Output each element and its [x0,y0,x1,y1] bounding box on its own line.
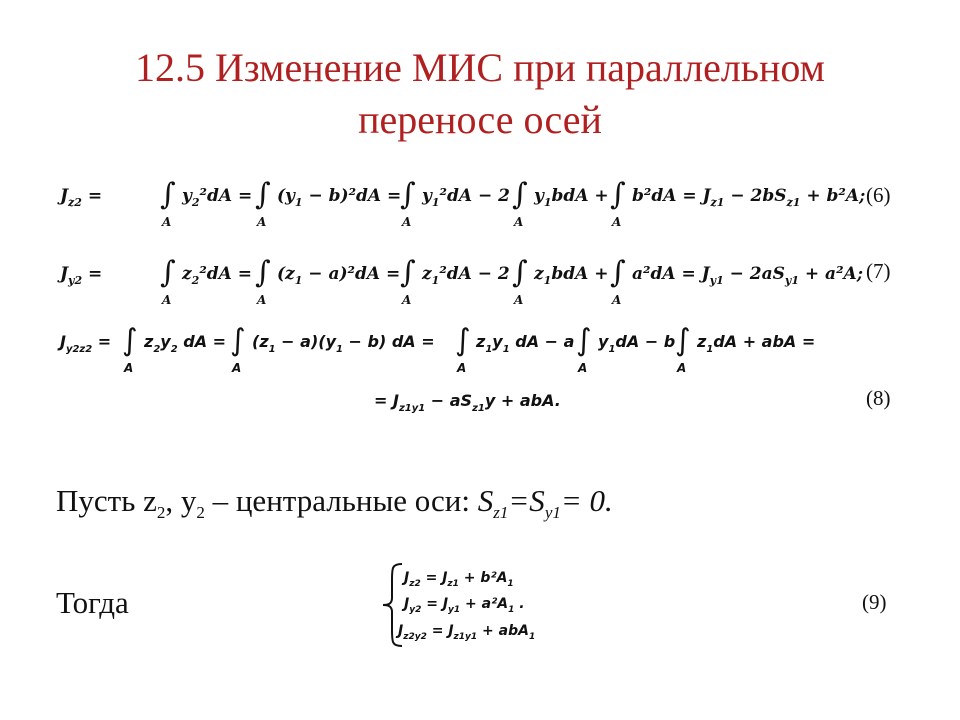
svg-text:∫: ∫ [455,323,471,358]
title-line-2: переносе осей [358,97,602,142]
svg-text:z1²dA − 2: $z_1^2dA - 2$ [422,264,510,287]
svg-text:∫: ∫ [512,177,528,212]
svg-text:A: A [612,215,622,229]
svg-text:y1bdA +: $y_1bdA$ + [534,186,609,209]
svg-text:A: A [162,215,172,229]
svg-text:z2y2 dA =: $z_2y_2$ dA = [144,332,227,355]
svg-text:Jy2z2 =: $J_{y2z2}$ = [60,332,112,355]
statement-y-sub: 2 [196,503,205,523]
svg-text:∫: ∫ [610,177,626,212]
svg-text:A: A [612,293,622,307]
svg-text:b²dA = Jz1 − 2bSz1 + b²A;: $b^2dA = J_{z1} - 2bS_{z1} + b^2A$; [632,186,866,209]
svg-text:A: A [677,361,687,375]
equation-6 [50,168,866,230]
svg-text:A: A [578,361,588,375]
statement-eq: =S [508,483,545,518]
svg-text:Jz2y2 = Jz1y1 + abA1: $J_{z2y2} = J_{z1y1} + abA_1$ [398,623,536,642]
svg-text:∫: ∫ [576,323,592,358]
svg-text:A: A [257,215,267,229]
central-axes-statement [56,483,613,523]
statement-end: = 0. [560,483,613,518]
svg-text:z2²dA =: $z_2^2dA$ = [182,264,252,287]
statement-z-sub: 2 [156,503,166,523]
svg-text:A: A [257,293,267,307]
svg-text:∫: ∫ [160,255,176,290]
svg-text:A: A [402,293,412,307]
statement-s1-sub: z1 [493,503,509,523]
equation-8 [50,314,840,378]
svg-text:∫: ∫ [255,255,271,290]
title-line-1: 12.5 Изменение МИС при параллельном [135,45,825,90]
svg-text:A: A [232,361,242,375]
svg-text:∫: ∫ [255,177,271,212]
svg-text:∫: ∫ [675,323,691,358]
svg-text:y1dA − b: $y_1dA - b$ [598,332,676,355]
svg-text:z1y1 dA − a: $z_1y_1$ dA − a [476,332,575,355]
statement-rest: – центральные оси: [204,483,478,518]
svg-text:y2²dA =: $y_2^2dA$ = [182,186,253,209]
svg-text:∫: ∫ [122,323,138,358]
svg-text:A: A [162,293,172,307]
svg-text:∫: ∫ [512,255,528,290]
equation-8-continuation [370,384,630,418]
statement-s2-sub: y1 [544,503,561,523]
svg-text:∫: ∫ [400,177,416,212]
equation-9-system [380,560,600,650]
svg-text:A: A [457,361,467,375]
equation-8-number: (8) [866,386,891,410]
svg-text:Jz2 =: $J_{z2}$ = [60,186,103,209]
equation-7-number: (7) [866,259,891,283]
svg-text:(z1 − a)(y1 − b) dA =: $(z_1 - a)(y_1 - b)$ dA = [252,332,435,355]
equation-7 [50,246,863,308]
svg-text:A: A [514,293,524,307]
svg-text:A: A [124,361,134,375]
equation-9-number: (9) [862,590,887,614]
svg-text:a²dA = Jy1 − 2aSy1 + a²A;: $a^2dA = J_{y1} - 2aS_{y1} + a^2A$; [632,264,863,287]
svg-text:∫: ∫ [400,255,416,290]
then-label: Тогда [56,585,129,620]
svg-text:(z1 − a)²dA =: $(z_1 - a)^2dA$ = [277,264,401,287]
svg-text:A: A [402,215,412,229]
svg-text:z1bdA +: $z_1bdA$ + [534,264,609,287]
svg-text:A: A [514,215,524,229]
svg-text:Jy2 =: $J_{y2}$ = [60,264,103,287]
statement-prefix: Пусть z [56,483,157,518]
svg-text:z1dA + abA =: $z_1dA$ + abA = [697,332,816,355]
svg-text:Jz2 = Jz1 + b²A1: $J_{z2} = J_{z1} + b^2A_1$ [404,570,514,589]
statement-s1: S [477,483,494,518]
svg-text:y1²dA − 2: $y_1^2dA - 2$ [422,186,510,209]
svg-text:= Jz1y1 − aSz1y + abA.: = $J_{z1y1} - aS_{z1}y$ + abA. [374,391,561,414]
statement-mid: , y [165,483,197,518]
equation-6-number: (6) [866,183,891,207]
svg-text:(y1 − b)²dA =: $(y_1 - b)^2dA$ = [277,186,402,209]
svg-text:Jy2 = Jy1 + a²A1 .: $J_{y2} = J_{y1} + a^2A_1$ . [404,596,525,615]
svg-text:∫: ∫ [160,177,176,212]
svg-text:∫: ∫ [230,323,246,358]
svg-text:∫: ∫ [610,255,626,290]
slide-title [0,42,960,146]
